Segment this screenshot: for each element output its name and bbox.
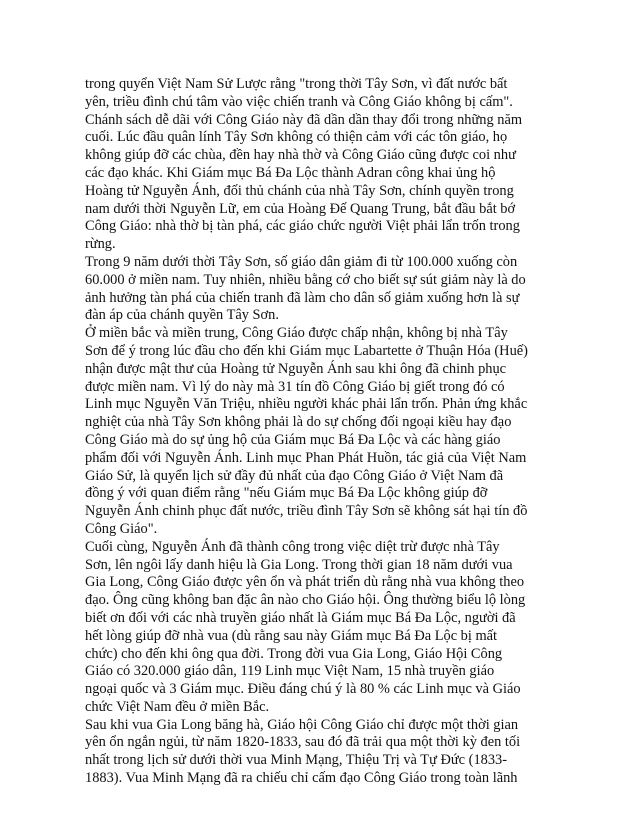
text-line: phẩm đối với Nguyễn Ánh. Linh mục Phan Phát Huồn, tác giả của Việt Nam — [85, 449, 527, 466]
text-line: Hoàng tử Nguyễn Ánh, đối thủ chánh của nhà Tây Sơn, chính quyền trong — [85, 182, 514, 199]
paragraph — [85, 717, 560, 788]
text-line: chức Việt Nam đều ở miền Bắc. — [85, 698, 270, 715]
text-line: các đạo khác. Khi Giám mục Bá Đa Lộc thành Adran công khai ủng hộ — [85, 164, 496, 181]
text-line: Trong 9 năm dưới thời Tây Sơn, số giáo dân giảm đi từ 100.000 xuống còn — [85, 253, 518, 270]
text-line: 1883). Vua Minh Mạng đã ra chiếu chỉ cấm đạo Công Giáo trong toàn lãnh — [85, 770, 518, 787]
text-line: Nguyễn Ánh chinh phục đất nước, triều đình Tây Sơn sẽ không sát hại tín đồ — [85, 503, 528, 520]
text-line: Công Giáo: nhà thờ bị tàn phá, các giáo chức người Việt phải lẩn trốn trong — [85, 218, 520, 235]
text-line: Chánh sách dễ dãi với Công Giáo này đã dần dần thay đổi trong những năm — [85, 111, 523, 128]
text-line: trong quyển Việt Nam Sử Lược rằng "trong thời Tây Sơn, vì đất nước bất — [85, 76, 508, 92]
text-line: nghiệt của nhà Tây Sơn không phải là do sự chống đối ngoại kiều hay đạo — [85, 414, 512, 431]
text-line: không giúp đỡ các chùa, đền hay nhà thờ và Công Giáo cũng được coi như — [85, 147, 516, 164]
text-line: chức) cho đến khi ông qua đời. Trong đời vua Gia Long, Giáo Hội Công — [85, 645, 503, 662]
text-line: Gia Long, Công Giáo được yên ổn và phát triển dù rằng nhà vua không theo — [85, 574, 525, 591]
text-line: hết lòng giúp đỡ nhà vua (dù rằng sau này Giám mục Bá Đa Lộc bị mất — [85, 627, 498, 644]
text-line: Sau khi vua Gia Long băng hà, Giáo hội Công Giáo chỉ được một thời gian — [85, 716, 519, 733]
text-line: biết ơn đối với các nhà truyền giáo nhất là Giám mục Bá Đa Lộc, người đã — [85, 609, 516, 626]
text-line: Giáo Sử, là quyển lịch sử đầy đủ nhất của đạo Công Giáo ở Việt Nam đã — [85, 467, 504, 484]
text-line: 60.000 ở miền nam. Tuy nhiên, nhiều bằng cớ cho biết sự sút giảm này là do — [85, 271, 526, 288]
text-line: Ở miền bắc và miền trung, Công Giáo được chấp nhận, không bị nhà Tây — [85, 325, 508, 342]
text-line: ảnh hưởng tàn phá của chiến tranh đã làm cho dân số giảm xuống hơn là sự — [85, 289, 520, 306]
text-line: Công Giáo mà do sự ủng hộ của Giám mục Bá Đa Lộc và các hàng giáo — [85, 431, 501, 448]
text-line: ngoại quốc và 3 Giám mục. Điều đáng chú ý là 80 % các Linh mục và Giáo — [85, 681, 521, 698]
text-line: Linh mục Nguyễn Văn Triệu, nhiều người khác phải lẩn trốn. Phản ứng khắc — [85, 396, 528, 413]
document-page — [85, 76, 560, 788]
paragraph — [85, 76, 560, 254]
text-line: Công Giáo". — [85, 520, 158, 537]
text-line: Giáo có 320.000 giáo dân, 119 Linh mục Việt Nam, 15 nhà truyền giáo — [85, 663, 495, 680]
text-line: đồng ý với quan điểm rằng "nếu Giám mục Bá Đa Lộc không giúp đỡ — [85, 485, 488, 502]
text-line: cuối. Lúc đầu quân lính Tây Sơn không có thiện cảm với các tôn giáo, họ — [85, 129, 508, 146]
text-line: Sơn, lên ngôi lấy danh hiệu là Gia Long. Trong thời gian 18 năm dưới vua — [85, 556, 513, 573]
text-line: được miền nam. Vì lý do này mà 31 tín đồ Công Giáo bị giết trong đó có — [85, 378, 505, 395]
text-line: yên ổn ngắn ngủi, từ năm 1820-1833, sau đó đã trải qua một thời kỳ đen tối — [85, 734, 521, 751]
text-line: yên, triều đình chú tâm vào việc chiến tranh và Công Giáo không bị cấm". — [85, 93, 513, 110]
text-line: nam dưới thời Nguyễn Lữ, em của Hoàng Đế Quang Trung, bắt đầu bắt bớ — [85, 200, 516, 217]
text-line: đàn áp của chánh quyền Tây Sơn. — [85, 307, 279, 324]
paragraph — [85, 325, 560, 539]
paragraph — [85, 254, 560, 325]
paragraph — [85, 539, 560, 717]
text-line: nhận được mật thư của Hoàng tử Nguyễn Ánh sau khi ông đã chinh phục — [85, 360, 507, 377]
text-line: Cuối cùng, Nguyễn Ánh đã thành công trong việc diệt trừ được nhà Tây — [85, 538, 500, 555]
text-line: rừng. — [85, 236, 116, 253]
text-line: Sơn để ý trong lúc đầu cho đến khi Giám mục Labartette ở Thuận Hóa (Huế) — [85, 342, 528, 359]
text-line: đạo. Ông cũng không ban đặc ân nào cho Giáo hội. Ông thường biểu lộ lòng — [85, 592, 526, 609]
text-line: nhất trong lịch sử dưới thời vua Minh Mạng, Thiệu Trị và Tự Đức (1833- — [85, 752, 508, 769]
